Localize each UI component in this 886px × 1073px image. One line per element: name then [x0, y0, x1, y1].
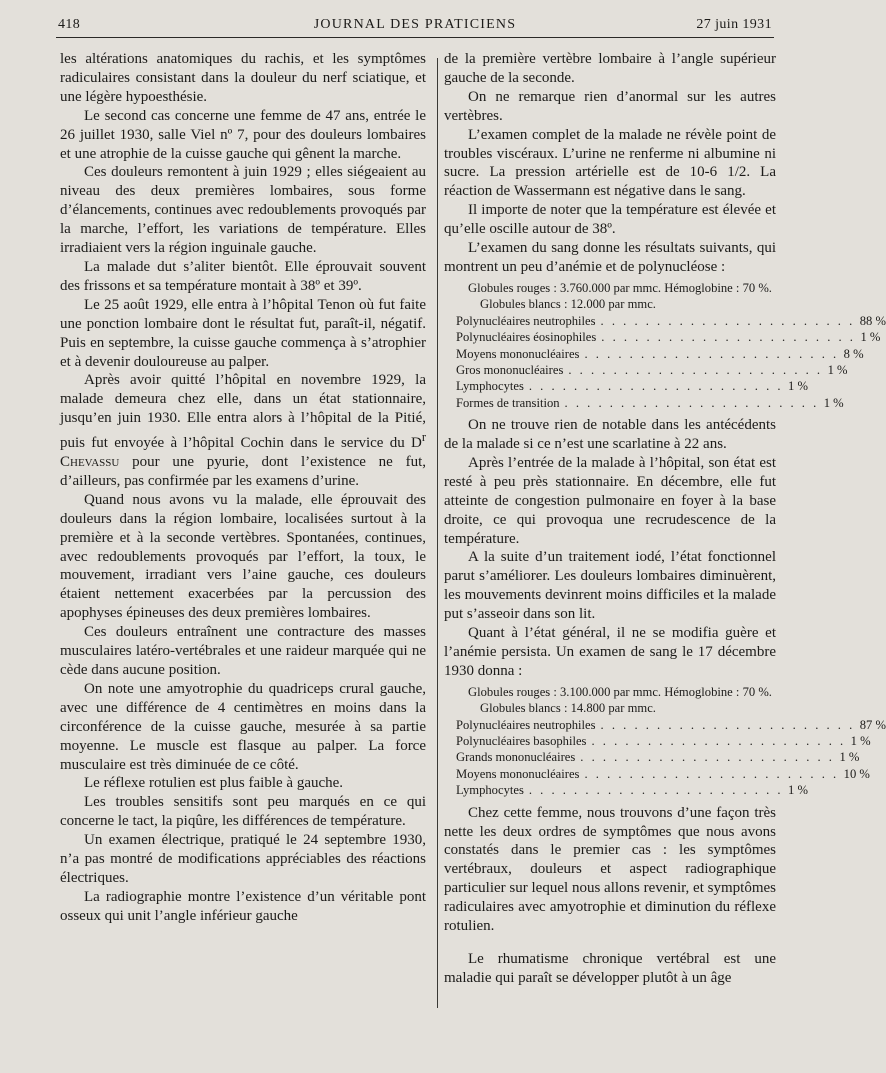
paragraph: Ces douleurs entraînent une contracture des masses musculaires latéro-vertébrales et une raideur marquée qui ne cède dans aucune position. [60, 624, 426, 678]
white-cells-line: Globules blancs : 12.000 par mmc. [480, 297, 656, 312]
table-row [444, 717, 886, 733]
page-header [58, 14, 772, 36]
paragraph: A la suite d’un traitement iodé, l’état fonctionnel parut s’améliorer. Les douleurs lombaires diminuèrent, les mouvements devinrent moins difficiles et la malade put s’asseoir dans son lit. [444, 549, 776, 623]
blood-test-table-1 [444, 280, 886, 411]
blood-test-table-2 [444, 684, 886, 799]
table-row [444, 313, 886, 329]
leader-dots: . . . . . . . . . . . . . . . . . . . . . . . [568, 362, 823, 377]
table-row [444, 766, 870, 782]
row-label: Grands mononucléaires [456, 750, 576, 765]
row-label: Gros mononucléaires [456, 362, 564, 377]
issue-date: 27 juin 1931 [696, 17, 772, 32]
leader-dots: . . . . . . . . . . . . . . . . . . . . . . . [584, 346, 839, 361]
leader-dots: . . . . . . . . . . . . . . . . . . . . . . . [584, 766, 839, 781]
paragraph: Les troubles sensitifs sont peu marqués en ce qui concerne le tact, la piqûre, les différences de température. [60, 794, 426, 830]
row-label: Polynucléaires basophiles [456, 734, 587, 749]
row-label: Polynucléaires neutrophiles [456, 313, 596, 328]
leader-dots: . . . . . . . . . . . . . . . . . . . . . . . [564, 395, 819, 410]
white-cells-line: Globules blancs : 14.800 par mmc. [480, 701, 656, 716]
table-row [444, 378, 808, 394]
section-gap [444, 936, 776, 950]
row-value: 1 % [839, 750, 860, 765]
paragraph: L’examen du sang donne les résultats suivants, qui montrent un peu d’anémie et de polynucléose : [444, 240, 776, 275]
table-row [444, 395, 844, 411]
paragraph: de la première vertèbre lombaire à l’angle supérieur gauche de la seconde. [444, 51, 776, 86]
paragraph: Ces douleurs remontent à juin 1929 ; elles siégeaient au niveau des deux premières lombaires, sous forme d’élancements, continues avec redoublements provoqués par la marche, l’effort, les variations de température. Elles irradiaient vers la région inguinale gauche. [60, 164, 426, 257]
table-row [444, 362, 848, 378]
row-value: 1 % [788, 783, 808, 798]
paragraph: On note une amyotrophie du quadriceps crural gauche, avec une différence de 4 centimètres en moins dans la circonférence de la cuisse gauche, mesurée à sa partie moyenne. Le muscle est flasque au palper. La force musculaire est très diminuée de ce côté. [60, 680, 426, 773]
row-label: Moyens mononucléaires [456, 766, 580, 781]
row-value: 1 % [850, 734, 871, 749]
table-row [444, 346, 864, 362]
row-value: 1 % [827, 362, 848, 377]
header-rule [56, 37, 774, 38]
row-value: 87 % [859, 717, 886, 732]
leader-dots: . . . . . . . . . . . . . . . . . . . . . . . [591, 734, 846, 749]
paragraph: Quand nous avons vu la malade, elle éprouvait des douleurs dans la région lombaire, localisées surtout à la première et à la seconde vertèbres. Spontanées, continues, avec redoublements provoqués par l’effort, la toux, le mouvement, irradiant vers l’aine gauche, ces douleurs étaient nettement exacerbées par la percussion des apophyses épineuses des deux premières lombaires. [60, 491, 426, 622]
row-value: 1 % [788, 379, 808, 394]
row-value: 1 % [860, 330, 881, 345]
table-row [444, 329, 881, 345]
paragraph: Le second cas concerne une femme de 47 ans, entrée le 26 juillet 1930, salle Viel nº 7, pour des douleurs lombaires et une atrophie de la cuisse gauche qui gênent la marche. [60, 107, 426, 162]
paragraph: La radiographie montre l’existence d’un véritable pont osseux qui unit l’angle inférieur gauche [60, 888, 426, 924]
row-label: Lymphocytes [456, 783, 524, 798]
left-column [60, 50, 426, 926]
page-number: 418 [58, 17, 81, 32]
paragraph-text: Après avoir quitté l’hôpital en novembre 1929, la malade demeura chez elle, dans un état stationnaire, jusqu’en juin 1930. Elle entra alors à l’hôpital de la Pitié, puis fut envoyée à l’hôpital Cochin dans le service du D [60, 372, 426, 452]
paragraph-text: pour une pyurie, dont l’existence ne fut, d’ailleurs, pas confirmée par les examens d’urine. [60, 454, 426, 489]
paragraph: Après l’entrée de la malade à l’hôpital, son état est resté à peu près stationnaire. En décembre, elle fut atteinte de congestion pulmonaire en foyer à la base droite, ce qui provoqua une recrudescence de la température. [444, 454, 776, 547]
row-value: 1 % [823, 395, 844, 410]
table-row [444, 749, 860, 765]
row-value: 88 % [859, 313, 886, 328]
paragraph: Le 25 août 1929, elle entra à l’hôpital Tenon où fut faite une ponction lombaire dont le résultat fut, paraît-il, négatif. Puis en septembre, la cuisse gauche commença à s’atrophier et à devenir douloureuse au palper. [60, 296, 426, 370]
column-divider [437, 58, 438, 1008]
leader-dots: . . . . . . . . . . . . . . . . . . . . . . . [601, 330, 856, 345]
leader-dots: . . . . . . . . . . . . . . . . . . . . . . . [600, 717, 855, 732]
paragraph [60, 371, 426, 490]
paragraph: On ne trouve rien de notable dans les antécédents de la malade si ce n’est une scarlatine à 22 ans. [444, 417, 776, 453]
row-value: 8 % [843, 346, 864, 361]
table-row [444, 782, 808, 798]
paragraph: La malade dut s’aliter bientôt. Elle éprouvait souvent des frissons et sa température montait à 38º et 39º. [60, 258, 426, 294]
paragraph: Un examen électrique, pratiqué le 24 septembre 1930, n’a pas montré de modifications appréciables des réactions électriques. [60, 832, 426, 886]
red-cells-line: Globules rouges : 3.760.000 par mmc. Hémoglobine : 70 %. [468, 280, 772, 295]
paragraph: Chez cette femme, nous trouvons d’une façon très nette les deux ordres de symptômes que nous avons constatés dans le premier cas : les symptômes vertébraux, douleurs et aspect radiographique particulier sur lequel nous allons revenir, et symptômes radiculaires avec amyotrophie et diminution du réflexe rotulien. [444, 804, 776, 935]
doctor-title-sup: r [421, 430, 426, 445]
row-label: Formes de transition [456, 395, 560, 410]
leader-dots: . . . . . . . . . . . . . . . . . . . . . . . [600, 313, 855, 328]
paragraph: Quant à l’état général, il ne se modifia guère et l’anémie persista. Un examen de sang le 17 décembre 1930 donna : [444, 625, 776, 679]
row-value: 10 % [843, 766, 870, 781]
paragraph: Le réflexe rotulien est plus faible à gauche. [84, 775, 344, 792]
paragraph: Il importe de noter que la température est élevée et qu’elle oscille autour de 38º. [444, 202, 776, 238]
journal-title: JOURNAL DES PRATICIENS [313, 17, 517, 32]
row-label: Moyens mononucléaires [456, 346, 580, 361]
right-column [444, 50, 886, 988]
leader-dots: . . . . . . . . . . . . . . . . . . . . . . . [528, 379, 784, 394]
row-label: Polynucléaires neutrophiles [456, 717, 596, 732]
table-row [444, 733, 871, 749]
paragraph: Le rhumatisme chronique vertébral est une maladie qui paraît se développer plutôt à un âge [444, 951, 776, 986]
row-label: Lymphocytes [456, 379, 524, 394]
leader-dots: . . . . . . . . . . . . . . . . . . . . . . . [580, 750, 835, 765]
paragraph: les altérations anatomiques du rachis, et les symptômes radiculaires consistant dans la douleur du nerf sciatique, et une légère hypoesthésie. [60, 51, 426, 105]
doctor-name: Chevassu [60, 454, 120, 471]
row-label: Polynucléaires éosinophiles [456, 330, 597, 345]
red-cells-line: Globules rouges : 3.100.000 par mmc. Hémoglobine : 70 %. [468, 684, 772, 699]
paragraph: On ne remarque rien d’anormal sur les autres vertèbres. [444, 88, 776, 124]
paragraph: L’examen complet de la malade ne révèle point de troubles viscéraux. L’urine ne renferme ni albumine ni sucre. La pression artérielle est de 10-6 1/2. La réaction de Wassermann est négative dans le sang. [444, 126, 776, 200]
leader-dots: . . . . . . . . . . . . . . . . . . . . . . . [528, 783, 784, 798]
